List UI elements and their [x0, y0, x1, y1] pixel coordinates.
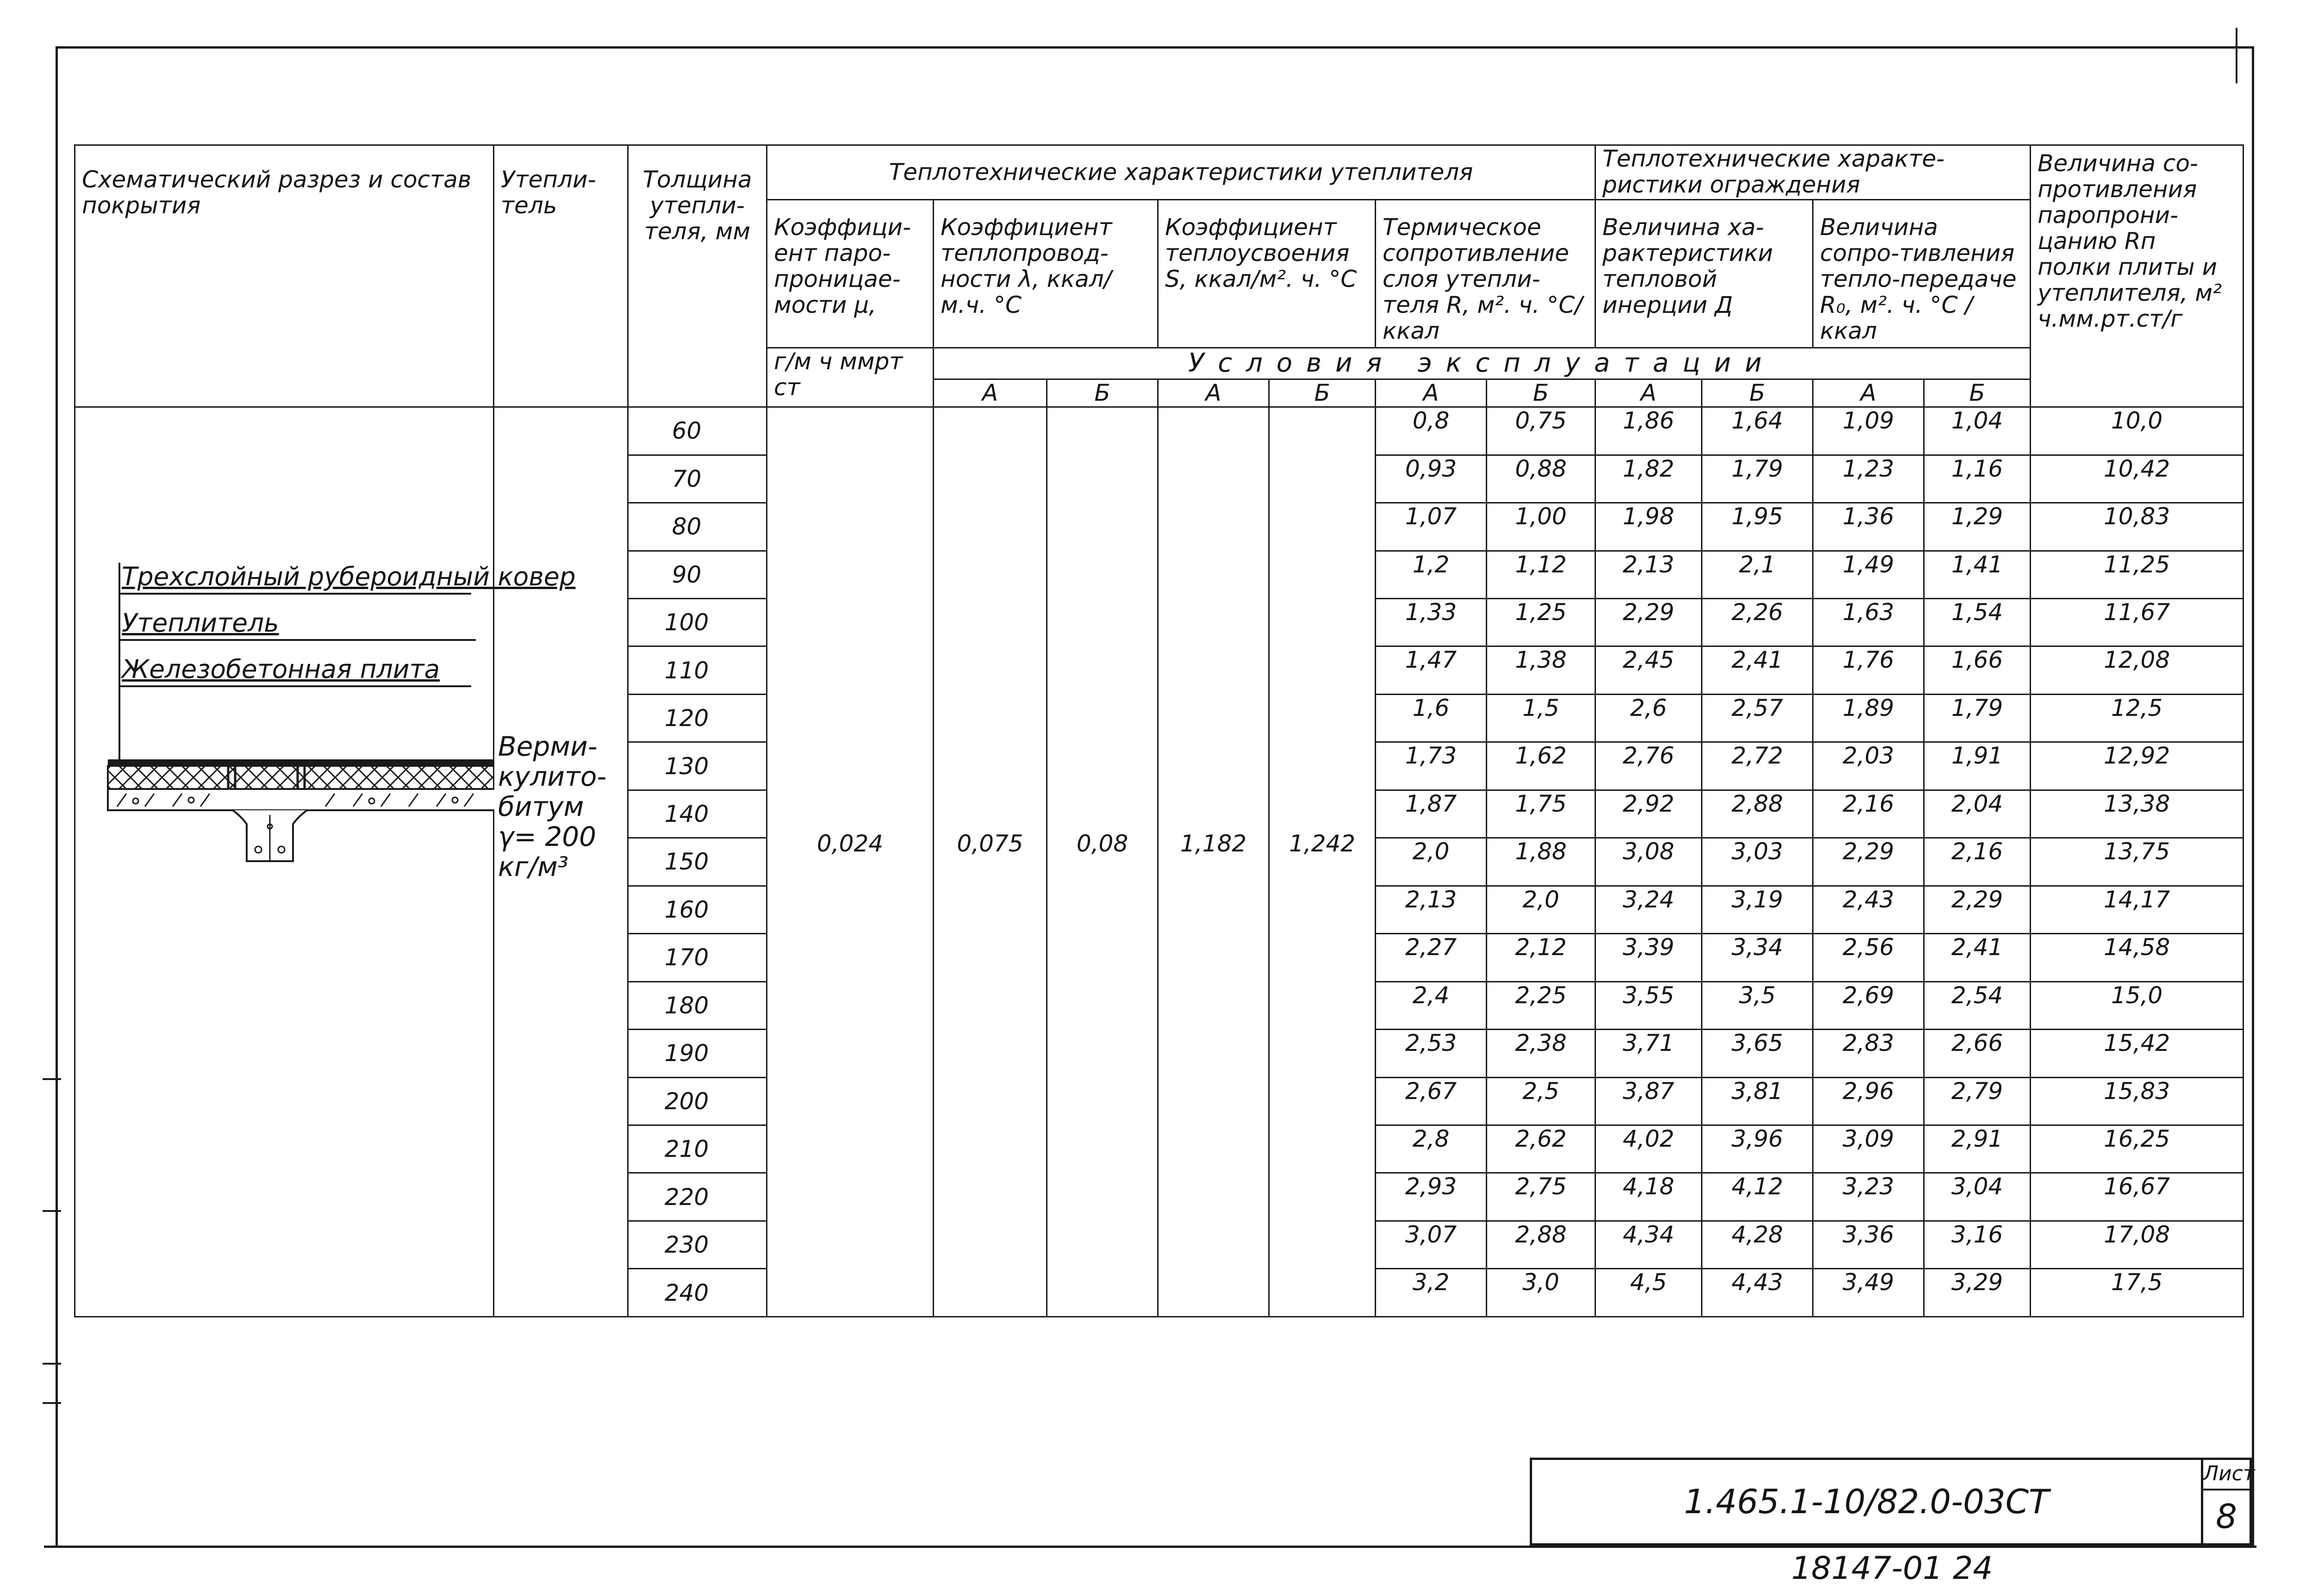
cell-r0b: 1,29	[1924, 503, 2031, 551]
cell-da: 2,92	[1595, 790, 1702, 838]
cell-rp: 10,83	[2031, 503, 2243, 551]
cell-ra: 2,4	[1376, 981, 1487, 1029]
cell-r0a: 3,36	[1813, 1221, 1924, 1268]
cell-rb: 0,88	[1487, 455, 1595, 503]
cell-r0a: 3,09	[1813, 1125, 1924, 1173]
thickness-cell: 210	[628, 1125, 767, 1173]
cell-db: 1,79	[1702, 455, 1813, 503]
sheet-divider	[2203, 1489, 2250, 1490]
cell-ra: 1,07	[1376, 503, 1487, 551]
cell-ra: 1,73	[1376, 742, 1487, 790]
header-conditions: Условия эксплуатации	[934, 348, 2031, 379]
thickness-cell: 90	[628, 551, 767, 598]
cell-rb: 1,88	[1487, 838, 1595, 886]
header-assimilation: Коэффициент теплоусвоения S, ккал/м². ч. °С	[1158, 199, 1376, 348]
header-vapor-resistance: Величина со-противления паропрони-цанию Rп полки плиты и утеплителя, м² ч.мм.рт.ст/г	[2031, 145, 2243, 407]
cell-r0a: 1,23	[1813, 455, 1924, 503]
cell-db: 3,81	[1702, 1077, 1813, 1125]
sheet-number-box	[2203, 1458, 2255, 1546]
cell-db: 3,34	[1702, 934, 1813, 981]
cell-db: 3,19	[1702, 886, 1813, 933]
cell-r0b: 1,16	[1924, 455, 2031, 503]
cell-r0a: 2,83	[1813, 1030, 1924, 1077]
cell-da: 2,76	[1595, 742, 1702, 790]
cell-rp: 13,75	[2031, 838, 2243, 886]
thickness-cell: 110	[628, 646, 767, 694]
merged-s-b: 1,242	[1269, 407, 1376, 1317]
cell-r0a: 3,23	[1813, 1173, 1924, 1221]
cell-db: 3,65	[1702, 1030, 1813, 1077]
cell-db: 1,95	[1702, 503, 1813, 551]
cell-da: 3,55	[1595, 981, 1702, 1029]
cell-ra: 1,33	[1376, 598, 1487, 646]
header-r-b: Б	[1487, 379, 1595, 407]
legend-1: Трехслойный рубероидный ковер	[122, 562, 576, 592]
thickness-cell: 140	[628, 790, 767, 838]
cell-rp: 15,83	[2031, 1077, 2243, 1125]
merged-lam-a: 0,075	[934, 407, 1047, 1317]
thickness-cell: 170	[628, 934, 767, 981]
cell-rb: 2,62	[1487, 1125, 1595, 1173]
cell-db: 4,43	[1702, 1269, 1813, 1317]
header-s-b: Б	[1269, 379, 1376, 407]
header-enclosure-group: Теплотехнические характе-ристики ограждения	[1595, 145, 2031, 200]
cell-rp: 17,5	[2031, 1269, 2243, 1317]
cell-r0b: 1,54	[1924, 598, 2031, 646]
cell-r0b: 2,91	[1924, 1125, 2031, 1173]
cell-r0a: 2,29	[1813, 838, 1924, 886]
cell-r0a: 1,63	[1813, 598, 1924, 646]
frame-corner-mark	[2236, 28, 2237, 83]
cell-ra: 0,93	[1376, 455, 1487, 503]
cell-db: 1,64	[1702, 407, 1813, 455]
cell-db: 2,1	[1702, 551, 1813, 598]
cell-rb: 2,75	[1487, 1173, 1595, 1221]
cell-rp: 15,0	[2031, 981, 2243, 1029]
cell-da: 3,08	[1595, 838, 1702, 886]
cell-r0b: 2,54	[1924, 981, 2031, 1029]
cell-r0a: 1,76	[1813, 646, 1924, 694]
cell-ra: 2,8	[1376, 1125, 1487, 1173]
insulation-material: Верми-кулито-битум γ= 200 кг/м³	[494, 407, 628, 1317]
header-conductivity: Коэффициент теплопровод-ности λ, ккал/м.ч. °С	[934, 199, 1158, 348]
cell-rb: 2,38	[1487, 1030, 1595, 1077]
cell-rb: 0,75	[1487, 407, 1595, 455]
header-r0-b: Б	[1924, 379, 2031, 407]
cell-rb: 1,62	[1487, 742, 1595, 790]
cell-rb: 3,0	[1487, 1269, 1595, 1317]
cell-rb: 2,5	[1487, 1077, 1595, 1125]
cell-db: 2,41	[1702, 646, 1813, 694]
cell-da: 2,6	[1595, 694, 1702, 742]
cell-db: 3,5	[1702, 981, 1813, 1029]
cell-ra: 2,53	[1376, 1030, 1487, 1077]
cell-rb: 1,00	[1487, 503, 1595, 551]
thickness-cell: 150	[628, 838, 767, 886]
cell-da: 4,34	[1595, 1221, 1702, 1268]
merged-lam-b: 0,08	[1047, 407, 1158, 1317]
header-transfer-resistance: Величина сопро-тивления тепло-передаче R₀, м². ч. °С /ккал	[1813, 199, 2031, 348]
cell-r0b: 3,16	[1924, 1221, 2031, 1268]
header-r0-a: А	[1813, 379, 1924, 407]
cell-rp: 11,25	[2031, 551, 2243, 598]
cell-r0b: 2,29	[1924, 886, 2031, 933]
header-d-a: А	[1595, 379, 1702, 407]
header-thickness: Толщина утепли-теля, мм	[628, 145, 767, 407]
cell-da: 1,82	[1595, 455, 1702, 503]
sheet-number: 8	[2216, 1497, 2237, 1536]
thickness-cell: 120	[628, 694, 767, 742]
sheet-label: Лист	[2203, 1462, 2255, 1485]
cell-r0a: 2,96	[1813, 1077, 1924, 1125]
cell-r0b: 2,41	[1924, 934, 2031, 981]
cell-da: 3,71	[1595, 1030, 1702, 1077]
cell-r0a: 2,56	[1813, 934, 1924, 981]
table-row	[75, 407, 2243, 455]
header-d-b: Б	[1702, 379, 1813, 407]
binding-tick	[43, 1210, 61, 1212]
cell-rb: 2,12	[1487, 934, 1595, 981]
header-inertia: Величина ха-рактеристики тепловой инерции Д	[1595, 199, 1813, 348]
cell-ra: 3,07	[1376, 1221, 1487, 1268]
cell-r0b: 2,04	[1924, 790, 2031, 838]
cell-r0a: 1,09	[1813, 407, 1924, 455]
thickness-cell: 80	[628, 503, 767, 551]
thickness-cell: 240	[628, 1269, 767, 1317]
merged-mu: 0,024	[767, 407, 934, 1317]
header-heat-group: Теплотехнические характеристики утеплителя	[767, 145, 1595, 200]
cell-ra: 2,93	[1376, 1173, 1487, 1221]
thickness-cell: 180	[628, 981, 767, 1029]
binding-tick	[43, 1078, 61, 1080]
cell-ra: 2,27	[1376, 934, 1487, 981]
cell-ra: 1,87	[1376, 790, 1487, 838]
cell-r0a: 1,89	[1813, 694, 1924, 742]
cell-r0b: 3,04	[1924, 1173, 2031, 1221]
cell-rb: 2,25	[1487, 981, 1595, 1029]
cell-r0b: 2,16	[1924, 838, 2031, 886]
cell-rp: 17,08	[2031, 1221, 2243, 1268]
cell-rp: 12,08	[2031, 646, 2243, 694]
header-vapor-perm-unit: г/м ч ммрт ст	[767, 348, 934, 407]
cell-rb: 2,88	[1487, 1221, 1595, 1268]
cell-rp: 11,67	[2031, 598, 2243, 646]
cell-da: 3,39	[1595, 934, 1702, 981]
cell-r0a: 1,36	[1813, 503, 1924, 551]
thickness-cell: 160	[628, 886, 767, 933]
cell-da: 4,18	[1595, 1173, 1702, 1221]
cell-db: 2,72	[1702, 742, 1813, 790]
cell-rp: 10,0	[2031, 407, 2243, 455]
cell-rb: 1,75	[1487, 790, 1595, 838]
cell-db: 3,96	[1702, 1125, 1813, 1173]
thickness-cell: 230	[628, 1221, 767, 1268]
cell-ra: 2,67	[1376, 1077, 1487, 1125]
cell-r0a: 2,16	[1813, 790, 1924, 838]
cell-rp: 10,42	[2031, 455, 2243, 503]
thermal-properties-table	[74, 144, 2244, 1317]
header-s-a: А	[1158, 379, 1269, 407]
cell-ra: 1,2	[1376, 551, 1487, 598]
thickness-cell: 190	[628, 1030, 767, 1077]
thickness-cell: 100	[628, 598, 767, 646]
cell-r0b: 2,79	[1924, 1077, 2031, 1125]
cell-ra: 2,0	[1376, 838, 1487, 886]
cell-rp: 14,17	[2031, 886, 2243, 933]
cell-ra: 0,8	[1376, 407, 1487, 455]
cell-r0b: 1,79	[1924, 694, 2031, 742]
cell-db: 2,88	[1702, 790, 1813, 838]
cell-r0b: 3,29	[1924, 1269, 2031, 1317]
cell-rb: 1,12	[1487, 551, 1595, 598]
cell-db: 2,26	[1702, 598, 1813, 646]
thickness-cell: 220	[628, 1173, 767, 1221]
cell-rb: 1,5	[1487, 694, 1595, 742]
header-r-a: А	[1376, 379, 1487, 407]
thickness-cell: 60	[628, 407, 767, 455]
cell-da: 1,98	[1595, 503, 1702, 551]
cell-db: 4,28	[1702, 1221, 1813, 1268]
merged-s-a: 1,182	[1158, 407, 1269, 1317]
header-lam-b: Б	[1047, 379, 1158, 407]
cell-rb: 1,38	[1487, 646, 1595, 694]
thickness-cell: 70	[628, 455, 767, 503]
header-vapor-perm: Коэффици-ент паро-проницае-мости μ,	[767, 199, 934, 348]
cell-rp: 16,67	[2031, 1173, 2243, 1221]
cell-r0a: 1,49	[1813, 551, 1924, 598]
cell-da: 2,45	[1595, 646, 1702, 694]
cell-rp: 13,38	[2031, 790, 2243, 838]
cell-ra: 3,2	[1376, 1269, 1487, 1317]
cell-rp: 12,92	[2031, 742, 2243, 790]
cell-r0b: 1,04	[1924, 407, 2031, 455]
header-section: Схематический разрез и состав покрытия	[75, 145, 494, 407]
binding-tick	[43, 1363, 61, 1365]
header-lam-a: А	[934, 379, 1047, 407]
cell-rp: 15,42	[2031, 1030, 2243, 1077]
cell-r0b: 1,66	[1924, 646, 2031, 694]
cell-rp: 16,25	[2031, 1125, 2243, 1173]
thickness-cell: 130	[628, 742, 767, 790]
cell-r0a: 2,03	[1813, 742, 1924, 790]
binding-tick	[43, 1402, 61, 1404]
roof-section-sketch	[75, 408, 494, 875]
cell-da: 4,02	[1595, 1125, 1702, 1173]
cell-da: 3,24	[1595, 886, 1702, 933]
cell-rb: 2,0	[1487, 886, 1595, 933]
cell-r0a: 2,69	[1813, 981, 1924, 1029]
cell-ra: 1,47	[1376, 646, 1487, 694]
cell-da: 2,13	[1595, 551, 1702, 598]
legend-3: Железобетонная плита	[122, 654, 440, 684]
cell-db: 2,57	[1702, 694, 1813, 742]
cell-da: 3,87	[1595, 1077, 1702, 1125]
header-insulation: Утепли-тель	[494, 145, 628, 407]
cell-r0b: 1,91	[1924, 742, 2031, 790]
legend-2: Утеплитель	[122, 608, 279, 638]
cell-rb: 1,25	[1487, 598, 1595, 646]
cell-db: 4,12	[1702, 1173, 1813, 1221]
archive-code: 18147-01 24	[1791, 1550, 1993, 1587]
cell-r0b: 2,66	[1924, 1030, 2031, 1077]
title-block-code: 1.465.1-10/82.0-03СТ	[1530, 1458, 2203, 1546]
cell-da: 1,86	[1595, 407, 1702, 455]
cell-r0a: 3,49	[1813, 1269, 1924, 1317]
cell-ra: 1,6	[1376, 694, 1487, 742]
cell-r0b: 1,41	[1924, 551, 2031, 598]
header-thermal-resistance: Термическое сопротивление слоя утепли-теля R, м². ч. °С/ккал	[1376, 199, 1595, 348]
cell-rp: 14,58	[2031, 934, 2243, 981]
cell-r0a: 2,43	[1813, 886, 1924, 933]
cell-ra: 2,13	[1376, 886, 1487, 933]
cell-da: 2,29	[1595, 598, 1702, 646]
thickness-cell: 200	[628, 1077, 767, 1125]
cell-rp: 12,5	[2031, 694, 2243, 742]
cell-db: 3,03	[1702, 838, 1813, 886]
cell-da: 4,5	[1595, 1269, 1702, 1317]
bottom-border-line	[44, 1546, 2256, 1548]
